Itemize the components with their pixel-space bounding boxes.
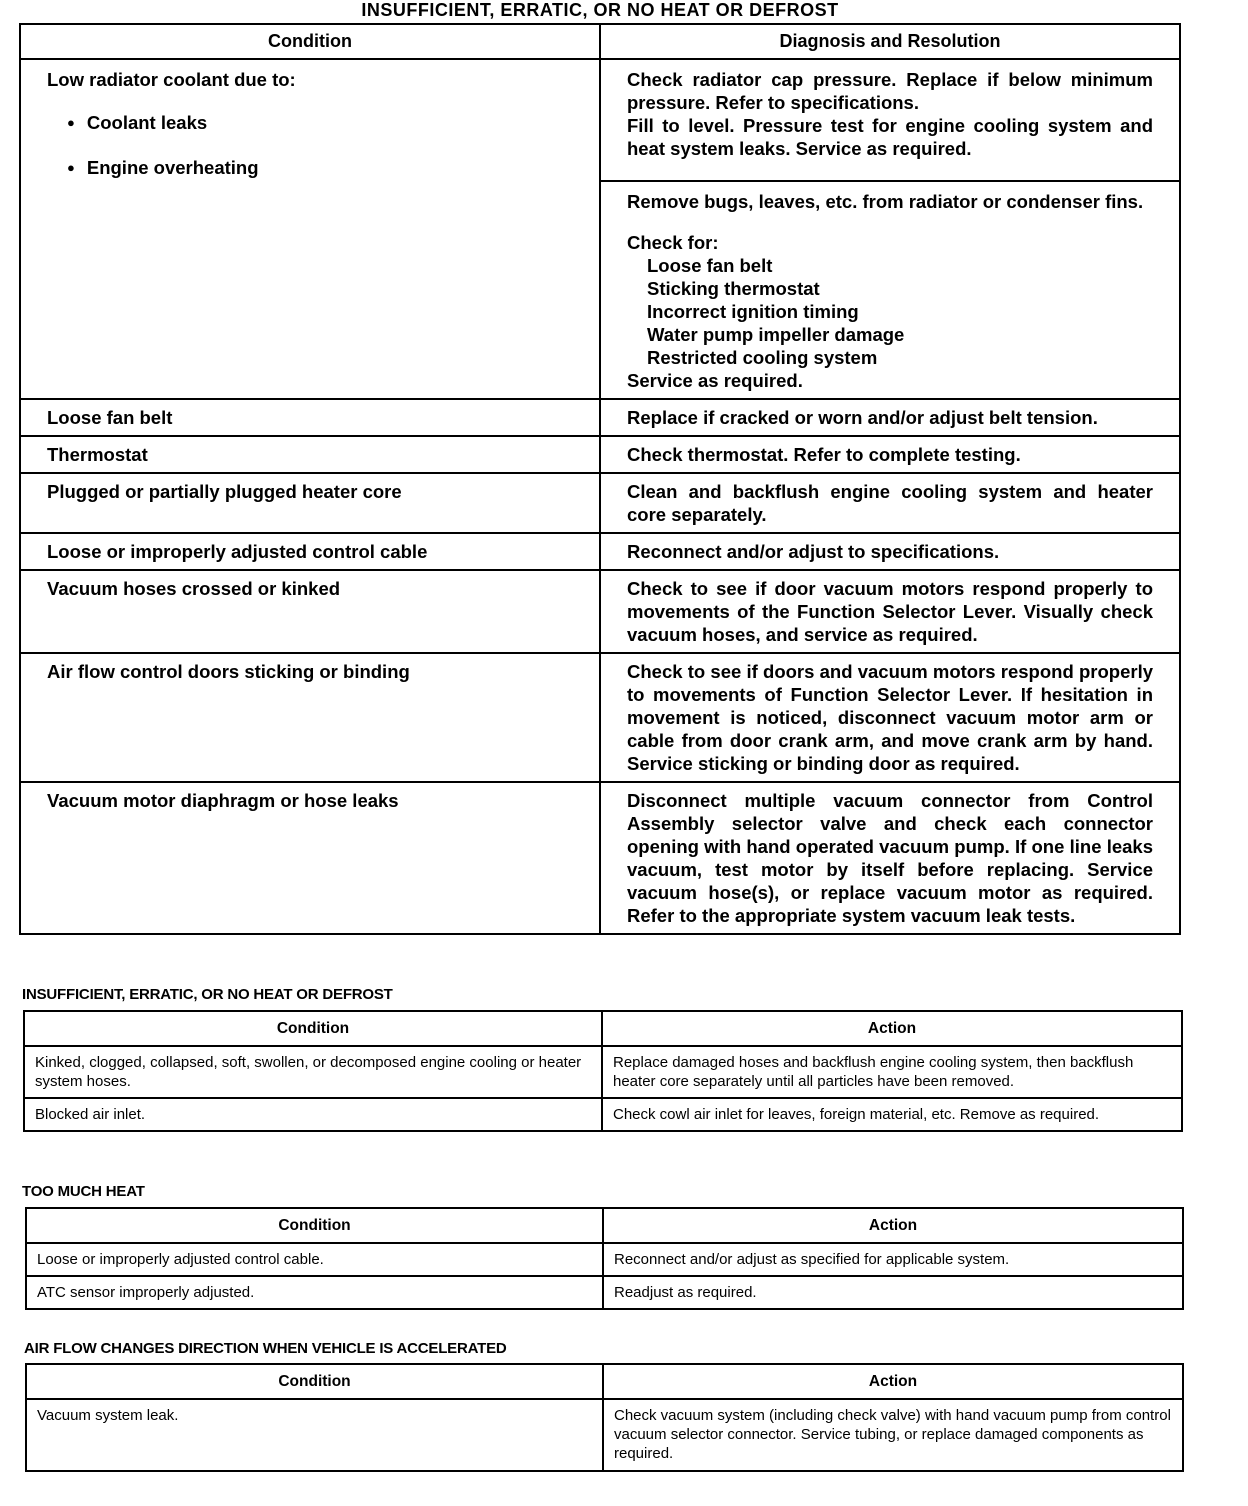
table-row	[20, 653, 1180, 782]
resolution-cell: Check thermostat. Refer to complete testing.	[600, 436, 1180, 473]
condition-cell: Loose or improperly adjusted control cable	[20, 533, 600, 570]
condition-cell: Kinked, clogged, collapsed, soft, swollen, or decomposed engine cooling or heater system hoses.	[24, 1046, 602, 1098]
resolution-text: Remove bugs, leaves, etc. from radiator or condenser fins.	[627, 191, 1144, 212]
condition-cell: Air flow control doors sticking or binding	[20, 653, 600, 782]
table-row	[20, 436, 1180, 473]
action-cell: Check cowl air inlet for leaves, foreign material, etc. Remove as required.	[602, 1098, 1182, 1131]
action-cell: Reconnect and/or adjust as specified for applicable system.	[603, 1243, 1183, 1276]
table-row	[24, 1046, 1182, 1098]
resolution-cell	[600, 181, 1180, 399]
table-row	[26, 1399, 1183, 1471]
condition-cell: ATC sensor improperly adjusted.	[26, 1276, 603, 1309]
resolution-cell: Reconnect and/or adjust to specifications.	[600, 533, 1180, 570]
check-item: Loose fan belt	[647, 255, 773, 276]
condition-cell: Vacuum system leak.	[26, 1399, 603, 1471]
bullet-item: ● Engine overheating	[67, 156, 589, 181]
resolution-text: Fill to level. Pressure test for engine cooling system and heat system leaks. Service as required.	[627, 115, 1153, 159]
condition-cell: Blocked air inlet.	[24, 1098, 602, 1131]
table-header-row	[26, 1208, 1183, 1243]
resolution-cell: Disconnect multiple vacuum connector from Control Assembly selector valve and check each connector opening with hand operated vacuum pump. If one line leaks vacuum, test motor by itself before replacing. Service vacuum hose(s), or replace vacuum motor as required. Refer to the appropriate system vacuum leak tests.	[600, 782, 1180, 934]
column-header-condition: Condition	[24, 1011, 602, 1046]
table-row	[26, 1243, 1183, 1276]
column-header-condition: Condition	[26, 1208, 603, 1243]
condition-cell	[20, 59, 600, 399]
resolution-cell: Check to see if door vacuum motors respond properly to movements of the Function Selector Lever. Visually check vacuum hoses, and service as required.	[600, 570, 1180, 653]
check-item: Restricted cooling system	[647, 347, 878, 368]
column-header-action: Action	[603, 1364, 1183, 1399]
column-header-diagnosis: Diagnosis and Resolution	[600, 24, 1180, 59]
page-title: INSUFFICIENT, ERRATIC, OR NO HEAT OR DEFROST	[361, 0, 839, 20]
table-row	[20, 399, 1180, 436]
resolution-cell	[600, 59, 1180, 181]
action-cell: Readjust as required.	[603, 1276, 1183, 1309]
column-header-condition: Condition	[20, 24, 600, 59]
section-table-too-much-heat	[25, 1207, 1184, 1310]
check-item: Sticking thermostat	[647, 278, 820, 299]
condition-cell: Loose fan belt	[20, 399, 600, 436]
section-title: INSUFFICIENT, ERRATIC, OR NO HEAT OR DEFROST	[22, 986, 393, 1003]
resolution-text: Service as required.	[627, 370, 803, 391]
section-title: TOO MUCH HEAT	[22, 1183, 145, 1200]
main-table-header-row	[20, 24, 1180, 59]
column-header-condition: Condition	[26, 1364, 603, 1399]
condition-cell: Plugged or partially plugged heater core	[20, 473, 600, 533]
resolution-text: Check for:	[627, 232, 719, 253]
section-title: AIR FLOW CHANGES DIRECTION WHEN VEHICLE IS ACCELERATED	[24, 1340, 507, 1357]
table-row	[20, 570, 1180, 653]
table-row	[24, 1098, 1182, 1131]
condition-cell: Loose or improperly adjusted control cable.	[26, 1243, 603, 1276]
action-cell: Replace damaged hoses and backflush engine cooling system, then backflush heater core separately until all particles have been removed.	[602, 1046, 1182, 1098]
column-header-action: Action	[603, 1208, 1183, 1243]
resolution-text: Check radiator cap pressure. Replace if below minimum pressure. Refer to specifications.	[627, 69, 1153, 113]
action-cell: Check vacuum system (including check valve) with hand vacuum pump from control vacuum selector connector. Service tubing, or replace damaged components as required.	[603, 1399, 1183, 1471]
resolution-cell: Replace if cracked or worn and/or adjust belt tension.	[600, 399, 1180, 436]
condition-cell: Thermostat	[20, 436, 600, 473]
table-row	[20, 782, 1180, 934]
resolution-cell: Clean and backflush engine cooling system and heater core separately.	[600, 473, 1180, 533]
check-item: Incorrect ignition timing	[647, 301, 859, 322]
column-header-action: Action	[602, 1011, 1182, 1046]
main-diagnosis-table	[19, 23, 1181, 935]
section-table-heat-defrost	[23, 1010, 1183, 1132]
resolution-cell: Check to see if doors and vacuum motors respond properly to movements of Function Selector Lever. If hesitation in movement is noticed, disconnect vacuum motor arm or cable from door crank arm, and move crank arm by hand. Service sticking or binding door as required.	[600, 653, 1180, 782]
condition-cell: Vacuum motor diaphragm or hose leaks	[20, 782, 600, 934]
section-table-air-flow	[25, 1363, 1184, 1472]
condition-text: Low radiator coolant due to:	[47, 69, 296, 90]
table-header-row	[24, 1011, 1182, 1046]
condition-cell: Vacuum hoses crossed or kinked	[20, 570, 600, 653]
table-header-row	[26, 1364, 1183, 1399]
table-row	[20, 59, 1180, 181]
check-item: Water pump impeller damage	[647, 324, 905, 345]
bullet-item: ● Coolant leaks	[67, 111, 589, 136]
table-row	[26, 1276, 1183, 1309]
table-row	[20, 533, 1180, 570]
table-row	[20, 473, 1180, 533]
